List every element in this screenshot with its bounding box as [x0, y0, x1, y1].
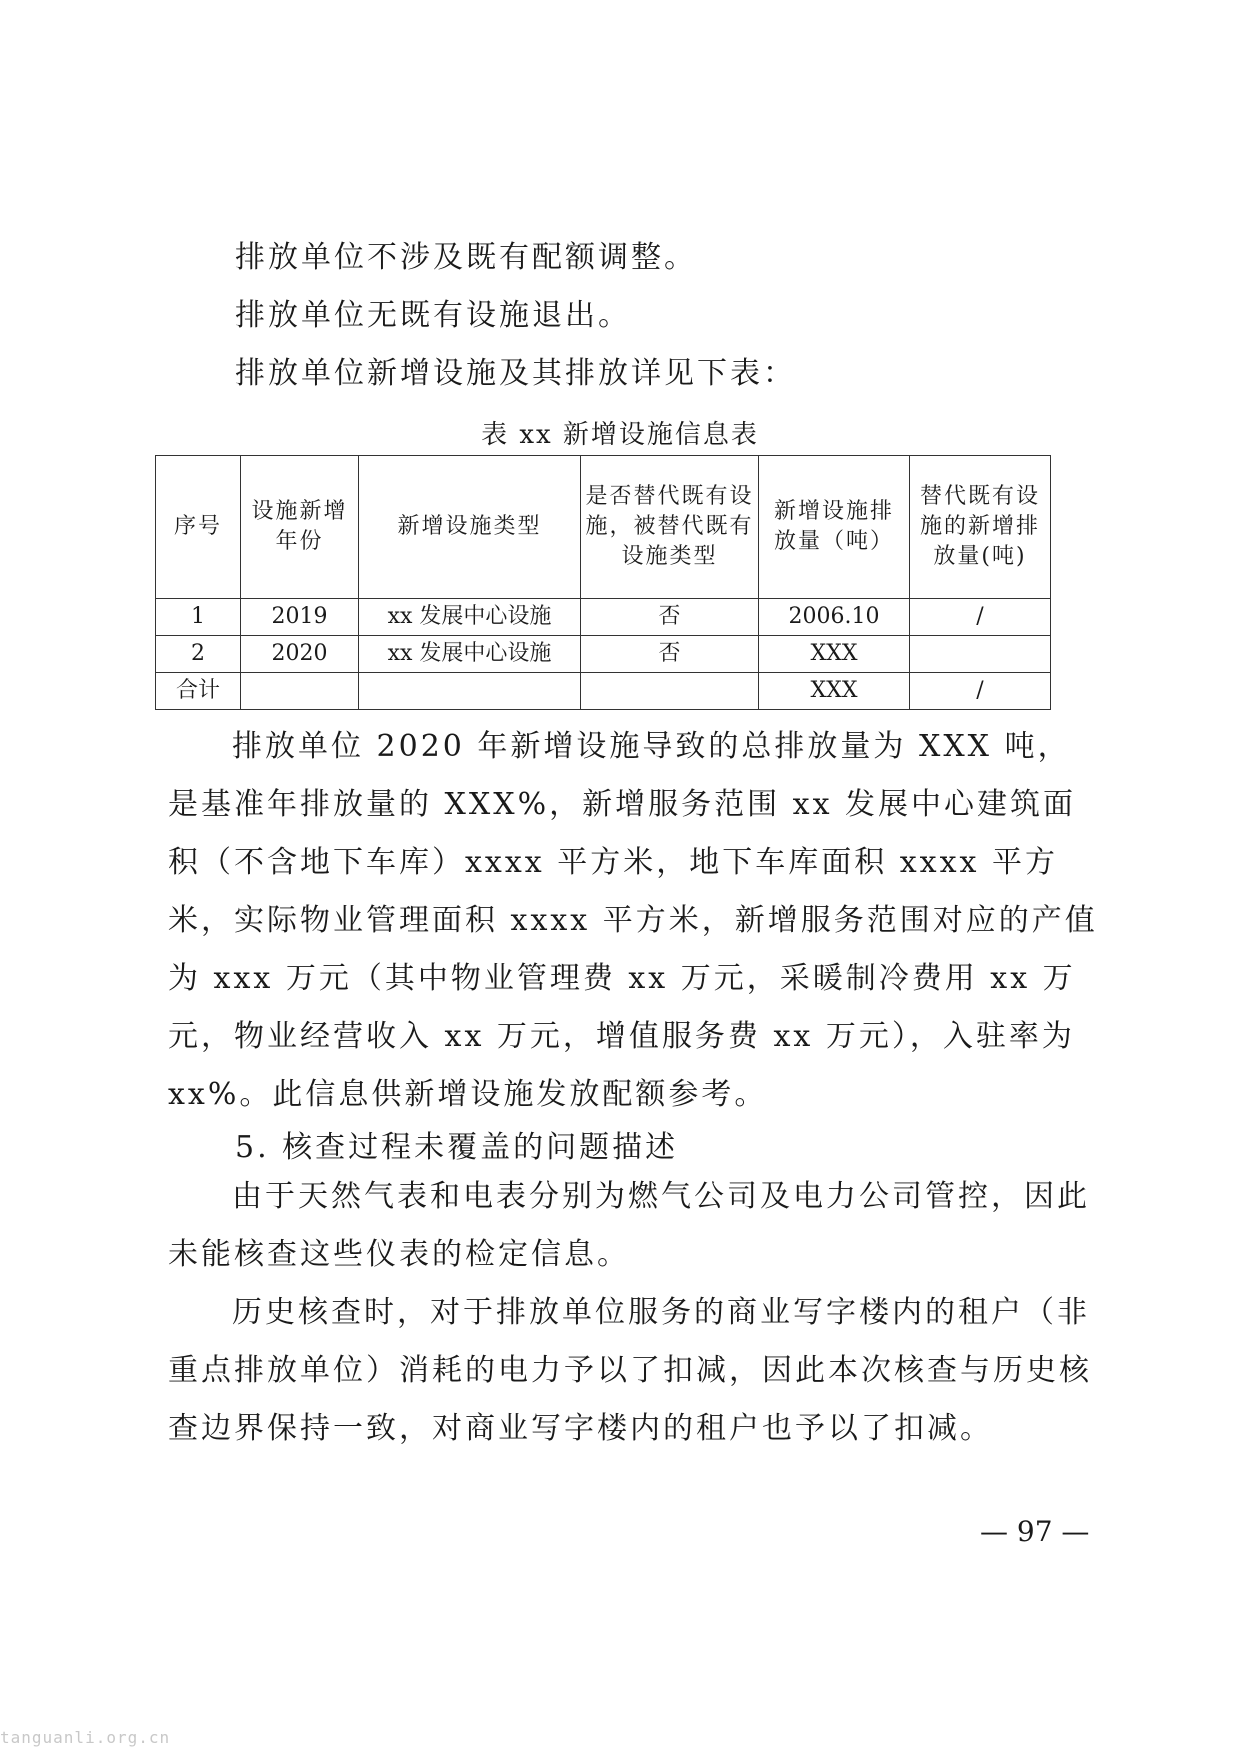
table-cell: xx 发展中心设施	[359, 636, 581, 673]
table-cell: 否	[581, 636, 759, 673]
table-row	[156, 599, 1051, 636]
paragraph-history-text: 历史核查时，对于排放单位服务的商业写字楼内的租户（非重点排放单位）消耗的电力予以了扣减，因此本次核查与历史核查边界保持一致，对商业写字楼内的租户也予以了扣减。	[168, 1295, 1092, 1446]
paragraph-history	[168, 1284, 1100, 1458]
table-cell: XXX	[759, 673, 910, 710]
page-number: — 97 —	[980, 1515, 1090, 1548]
header-year: 设施新增年份	[241, 456, 359, 599]
table-cell: xx 发展中心设施	[359, 599, 581, 636]
paragraph-emission-summary	[168, 718, 1100, 1124]
table-cell: 2019	[241, 599, 359, 636]
text-line-no-quota-adjustment: 排放单位不涉及既有配额调整。	[235, 240, 697, 275]
table-cell: 1	[156, 599, 241, 636]
table-cell: /	[910, 599, 1051, 636]
table-cell: 2006.10	[759, 599, 910, 636]
table-cell: XXX	[759, 636, 910, 673]
header-replacement: 是否替代既有设施，被替代既有设施类型	[581, 456, 759, 599]
header-facility-type: 新增设施类型	[359, 456, 581, 599]
section-heading: 5. 核查过程未覆盖的问题描述	[235, 1130, 679, 1165]
table-header-row	[156, 456, 1051, 599]
text-line-new-facility-intro: 排放单位新增设施及其排放详见下表：	[235, 356, 796, 391]
new-facility-table	[155, 455, 1051, 710]
table-total-row	[156, 673, 1051, 710]
table-cell: 2020	[241, 636, 359, 673]
paragraph-meters-text: 由于天然气表和电表分别为燃气公司及电力公司管控，因此未能核查这些仪表的检定信息。	[168, 1179, 1090, 1272]
table-cell: /	[910, 673, 1051, 710]
table-cell: 2	[156, 636, 241, 673]
table-cell	[359, 673, 581, 710]
table-cell: 否	[581, 599, 759, 636]
header-index: 序号	[156, 456, 241, 599]
header-replacement-emissions: 替代既有设施的新增排放量(吨)	[910, 456, 1051, 599]
table-caption: 表 xx 新增设施信息表	[481, 420, 759, 450]
watermark: tanguanli.org.cn	[0, 1728, 171, 1747]
header-emissions: 新增设施排放量（吨）	[759, 456, 910, 599]
table-cell	[241, 673, 359, 710]
table-cell: 合计	[156, 673, 241, 710]
table-row	[156, 636, 1051, 673]
paragraph-meters	[168, 1168, 1100, 1284]
table-cell	[581, 673, 759, 710]
paragraph-emission-summary-text: 排放单位 2020 年新增设施导致的总排放量为 XXX 吨，是基准年排放量的 XXX%，新增服务范围 xx 发展中心建筑面积（不含地下车库）xxxx 平方米，地下车库面积 xxxx 平方米，实际物业管理面积 xxxx 平方米，新增服务范围对应的产值为 xxx 万元（其中物业管理费 xx 万元，采暖制冷费用 xx 万元，物业经营收入 xx 万元，增值服务费 xx 万元），入驻率为 xx%。此信息供新增设施发放配额参考。	[168, 729, 1098, 1112]
text-line-no-facility-exit: 排放单位无既有设施退出。	[235, 298, 631, 333]
table-cell	[910, 636, 1051, 673]
